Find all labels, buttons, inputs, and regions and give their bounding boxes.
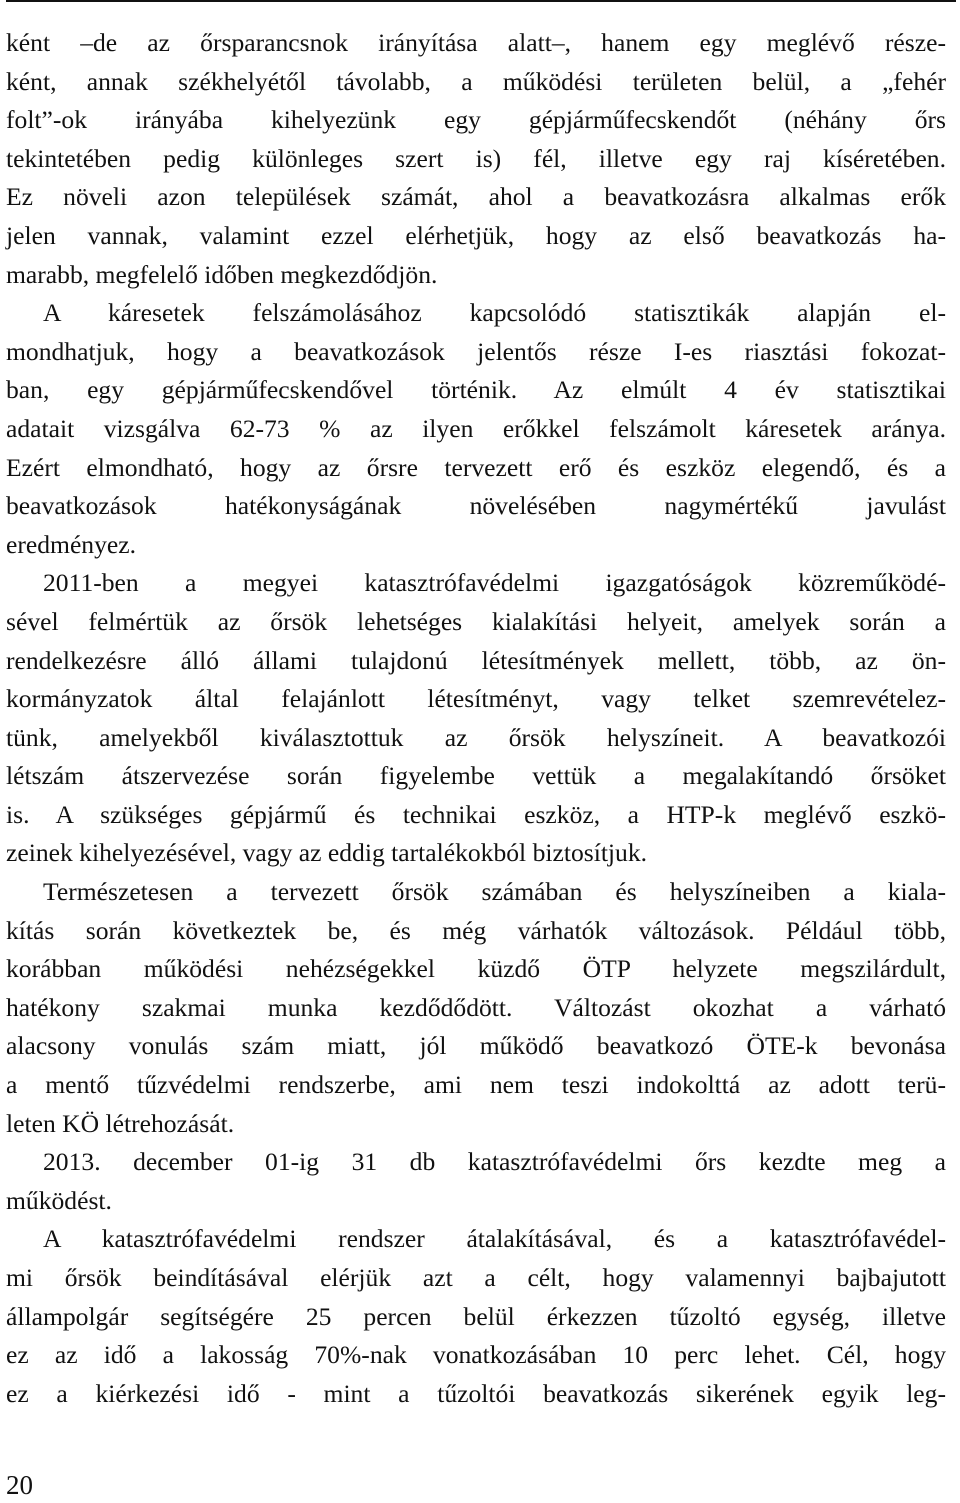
text-line: ként, annak székhelyétől távolabb, a működési területen belül, a „fehér — [6, 66, 946, 96]
page-number: 20 — [6, 1470, 33, 1500]
text-line: a mentő tűzvédelmi rendszerbe, ami nem teszi indokolttá az adott terü- — [6, 1070, 946, 1100]
text-line: létszám átszervezése során figyelembe vettük a megalakítandó őrsöket — [6, 761, 946, 791]
text-line: A káresetek felszámolásához kapcsolódó statisztikák alapján el- — [43, 298, 946, 328]
text-line: hatékony szakmai munka kezdődődött. Változást okozhat a várható — [6, 992, 946, 1022]
header-rule — [6, 0, 956, 2]
document-body — [6, 24, 946, 1413]
text-line: marabb, megfelelő időben megkezdődjön. — [6, 259, 438, 289]
text-line: Ezért elmondható, hogy az őrsre tervezett erő és eszköz elegendő, és a — [6, 452, 946, 482]
text-line: is. A szükséges gépjármű és technikai eszköz, a HTP-k meglévő eszkö- — [6, 799, 946, 829]
text-line: működést. — [6, 1185, 112, 1215]
text-line: ez a kiérkezési idő - mint a tűzoltói beavatkozás sikerének egyik leg- — [6, 1378, 946, 1408]
text-line: mi őrsök beindításával elérjük azt a célt, hogy valamennyi bajbajutott — [6, 1263, 946, 1292]
text-line: 2011-ben a megyei katasztrófavédelmi igazgatóságok közreműködé- — [43, 568, 946, 598]
text-line: 2013. december 01-ig 31 db katasztrófavédelmi őrs kezdte meg a — [43, 1147, 946, 1177]
text-line: folt”-ok irányába kihelyezünk egy gépjárműfecskendőt (néhány őrs — [6, 105, 946, 135]
text-line: korábban működési nehézségekkel küzdő ÖTP helyzete megszilárdult, — [6, 954, 946, 984]
text-line: kormányzatok által felajánlott létesítményt, vagy telket szemrevételez- — [6, 684, 946, 714]
text-line: Ez növeli azon települések számát, ahol a beavatkozásra alkalmas erők — [6, 182, 946, 212]
text-line: kítás során következtek be, és még várhatók változások. Például több, — [6, 915, 946, 945]
text-line: tünk, amelyekből kiválasztottuk az őrsök helyszíneit. A beavatkozói — [6, 722, 946, 752]
text-line: rendelkezésre álló állami tulajdonú létesítmények mellett, több, az ön- — [6, 645, 946, 675]
text-line: tekintetében pedig különleges szert is) fél, illetve egy raj kíséretében. — [6, 143, 946, 173]
text-line: zeinek kihelyezésével, vagy az eddig tartalékokból biztosítjuk. — [6, 838, 648, 868]
text-line: ez az idő a lakosság 70%-nak vonatkozásában 10 perc lehet. Cél, hogy — [6, 1340, 946, 1370]
text-line: Természetesen a tervezett őrsök számában és helyszíneiben a kiala- — [43, 877, 946, 907]
text-line: beavatkozások hatékonyságának növelésében nagymértékű javulást — [6, 491, 946, 521]
text-line: eredményez. — [6, 529, 137, 559]
text-line: leten KÖ létrehozását. — [6, 1108, 235, 1138]
text-line: A katasztrófavédelmi rendszer átalakításával, és a katasztrófavédel- — [43, 1224, 946, 1254]
text-line: jelen vannak, valamint ezzel elérhetjük, hogy az első beavatkozás ha- — [6, 220, 946, 250]
text-line: ként –de az őrsparancsnok irányítása alatt–, hanem egy meglévő része- — [6, 28, 946, 57]
text-line: adatait vizsgálva 62-73 % az ilyen erőkkel felszámolt káresetek aránya. — [6, 413, 946, 443]
text-line: alacsony vonulás szám miatt, jól működő beavatkozó ÖTE-k bevonása — [6, 1031, 946, 1061]
text-line: állampolgár segítségére 25 percen belül érkezzen tűzoltó egység, illetve — [6, 1301, 946, 1331]
text-line: ban, egy gépjárműfecskendővel történik. Az elmúlt 4 év statisztikai — [6, 375, 946, 405]
text-line: mondhatjuk, hogy a beavatkozások jelentős része I-es riasztási fokozat- — [6, 336, 946, 366]
text-line: sével felmértük az őrsök lehetséges kialakítási helyeit, amelyek során a — [6, 606, 946, 636]
